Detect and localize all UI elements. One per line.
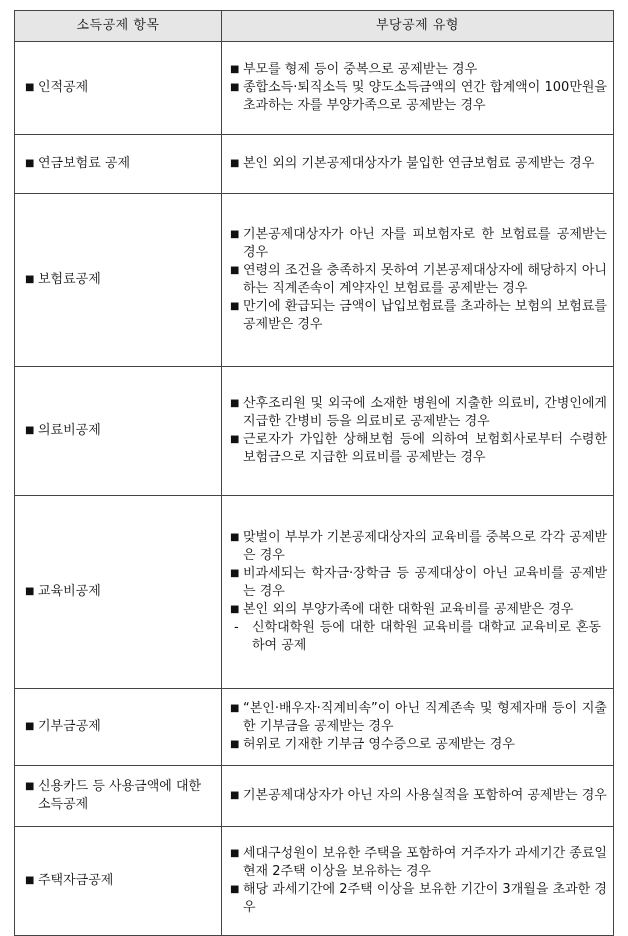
item-label: 신용카드 등 사용금액에 대한 소득공제: [38, 779, 202, 812]
list-item: ■ 맞벌이 부부가 기본공제대상자의 교육비를 중복으로 각각 공제받은 경우: [230, 530, 607, 563]
table-row: [15, 135, 614, 194]
bullet-icon: ■: [25, 158, 35, 169]
table-row: [15, 194, 614, 367]
list-item: ■ 기본공제대상자가 아닌 자를 피보험자로 한 보험료를 공제받는 경우: [230, 227, 607, 260]
item-label: 교육비공제: [38, 584, 101, 599]
header-item: 소득공제 항목: [15, 11, 222, 42]
dash-marker: -: [234, 620, 239, 635]
list-item: ■ 산후조리원 및 외국에 소재한 병원에 지출한 의료비, 간병인에게 지급한 간병비 등을 의료비로 공제받는 경우: [230, 396, 607, 429]
bullet-icon: ■: [230, 265, 240, 276]
bullet-icon: ■: [230, 158, 240, 169]
bullet-icon: ■: [25, 274, 35, 285]
bullet-icon: ■: [230, 848, 240, 859]
bullet-icon: ■: [230, 532, 240, 543]
table-row: [15, 496, 614, 689]
bullet-icon: ■: [230, 604, 240, 615]
item-label: 기부금공제: [38, 719, 101, 734]
bullet-icon: ■: [230, 739, 240, 750]
list-item: ■ 해당 과세기간에 2주택 이상을 보유한 기간이 3개월을 초과한 경우: [230, 882, 607, 915]
bullet-icon: ■: [230, 301, 240, 312]
list-item: ■ 연령의 조건을 충족하지 못하여 기본공제대상자에 해당하지 아니하는 직계존속이 계약자인 보험료를 공제받는 경우: [230, 263, 607, 296]
list-item: ■ 근로자가 가입한 상해보험 등에 의하여 보험회사로부터 수령한 보험금으로 지급한 의료비를 공제받는 경우: [230, 432, 607, 465]
item-label: 의료비공제: [38, 423, 101, 438]
table-row: [15, 827, 614, 936]
list-item: ■ 본인 외의 기본공제대상자가 불입한 연금보험료 공제받는 경우: [230, 156, 595, 171]
bullet-icon: ■: [25, 721, 35, 732]
list-item: ■ 부모를 형제 등이 중복으로 공제받는 경우: [230, 62, 478, 77]
list-item: ■ “본인·배우자·직계비속”이 아닌 직계존속 및 형제자매 등이 지출한 기부금을 공제받는 경우: [230, 701, 607, 734]
item-label: 주택자금공제: [38, 873, 114, 888]
bullet-icon: ■: [25, 781, 35, 792]
table-row: [15, 689, 614, 766]
list-item: ■ 비과세되는 학자금·장학금 등 공제대상이 아닌 교육비를 공제받는 경우: [230, 566, 607, 599]
bullet-icon: ■: [230, 568, 240, 579]
table-row: [15, 766, 614, 827]
bullet-icon: ■: [230, 884, 240, 895]
bullet-icon: ■: [230, 64, 240, 75]
bullet-icon: ■: [25, 82, 35, 93]
header-row: [15, 11, 614, 42]
bullet-icon: ■: [25, 425, 35, 436]
item-label: 연금보험료 공제: [38, 156, 131, 171]
item-label: 인적공제: [38, 80, 89, 95]
bullet-icon: ■: [25, 875, 35, 886]
bullet-icon: ■: [230, 434, 240, 445]
table-row: [15, 367, 614, 496]
bullet-icon: ■: [230, 398, 240, 409]
bullet-icon: ■: [25, 586, 35, 597]
bullet-icon: ■: [230, 790, 240, 801]
bullet-icon: ■: [230, 82, 240, 93]
list-item: ■ 만기에 환급되는 금액이 납입보험료를 초과하는 보험의 보험료를 공제받은 경우: [230, 299, 607, 332]
bullet-icon: ■: [230, 229, 240, 240]
table-row: [15, 42, 614, 135]
deduction-table: [14, 10, 614, 936]
list-item: ■ 본인 외의 부양가족에 대한 대학원 교육비를 공제받은 경우: [230, 602, 574, 617]
list-item: ■ 세대구성원이 보유한 주택을 포함하여 거주자가 과세기간 종료일 현재 2주택 이상을 보유하는 경우: [230, 846, 607, 879]
bullet-icon: ■: [230, 703, 240, 714]
sub-list-item: - 신학대학원 등에 대한 대학원 교육비를 대학교 교육비로 혼동하여 공제: [230, 619, 607, 655]
header-type: 부당공제 유형: [222, 11, 614, 42]
list-item: ■ 종합소득·퇴직소득 및 양도소득금액의 연간 합계액이 100만원을 초과하는 자를 부양가족으로 공제받는 경우: [230, 80, 607, 113]
list-item: ■ 기본공제대상자가 아닌 자의 사용실적을 포함하여 공제받는 경우: [230, 788, 607, 803]
item-label: 보험료공제: [38, 272, 101, 287]
list-item: ■ 허위로 기재한 기부금 영수증으로 공제받는 경우: [230, 737, 515, 752]
